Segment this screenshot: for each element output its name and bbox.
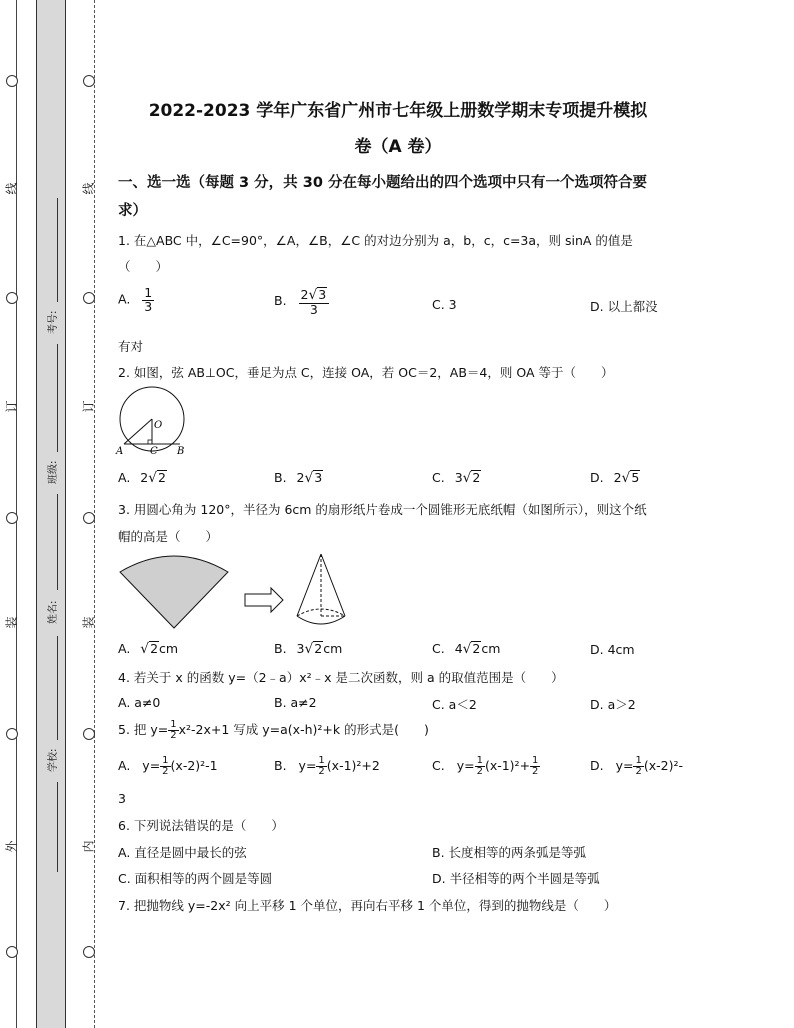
field-label-name: 姓名: — [48, 600, 59, 624]
binding-hole — [83, 728, 95, 740]
q1-option-a — [118, 287, 154, 313]
fraction — [168, 720, 178, 741]
denominator: 3 — [144, 298, 153, 314]
question-1-line2: （ ） — [118, 259, 169, 274]
margin-char-ding: 订 — [4, 400, 19, 413]
sqrt-icon: √ — [462, 470, 472, 486]
numerator: 1 — [162, 755, 169, 766]
question-3-line2: 帽的高是（ ） — [118, 529, 219, 544]
radicand: 5 — [631, 470, 640, 485]
q4-option-a: A. a≠0 — [118, 695, 161, 710]
denominator: 2 — [476, 766, 483, 777]
radicand: 3 — [318, 287, 327, 302]
option-label: A. — [118, 291, 131, 307]
coefficient: 3 — [296, 641, 305, 656]
q5-option-c — [432, 756, 540, 777]
field-label-school: 学校: — [48, 748, 59, 772]
fraction — [475, 756, 485, 777]
sqrt-icon: √ — [304, 470, 314, 486]
q4-option-b: B. a≠2 — [274, 695, 317, 710]
numerator: 1 — [144, 285, 153, 300]
denominator: 2 — [162, 766, 169, 777]
fraction — [160, 756, 170, 777]
q4-option-c: C. a＜2 — [432, 697, 477, 712]
option-label: B. — [274, 758, 287, 773]
q3-option-c — [432, 641, 500, 657]
denominator: 3 — [309, 301, 318, 317]
y-equals: y= — [298, 758, 317, 773]
q2-option-b — [274, 470, 323, 486]
question-1-line1: 1. 在△ABC 中，∠C=90°，∠A，∠B，∠C 的对边分别为 a，b，c，c=3a，则 sinA 的值是 — [118, 233, 633, 248]
margin-char-ding: 订 — [81, 400, 96, 413]
field-line-tail — [57, 782, 58, 872]
q6-option-a: A. 直径是圆中最长的弦 — [118, 845, 247, 860]
binding-hole — [6, 292, 18, 304]
question-5 — [118, 720, 429, 741]
q5-suffix: x²-2x+1 写成 y=a(x-h)²+k 的形式是( ) — [178, 722, 429, 737]
expression: (x-1)²+ — [484, 758, 531, 773]
coefficient: 2 — [296, 470, 305, 485]
sqrt-icon: √ — [140, 641, 150, 657]
margin-char-wai: 外 — [4, 840, 19, 853]
option-label: A. — [118, 758, 131, 773]
unit: cm — [481, 641, 501, 656]
fraction — [316, 756, 326, 777]
denominator: 2 — [635, 766, 642, 777]
fraction — [299, 287, 330, 316]
q2-option-a — [118, 470, 167, 486]
binding-hole — [6, 728, 18, 740]
sqrt-icon: √ — [148, 470, 158, 486]
option-label: C. — [432, 641, 445, 656]
margin-char-xian: 线 — [81, 182, 96, 195]
q1-option-b — [274, 287, 329, 316]
sector-cone-figure — [114, 550, 354, 636]
q5-option-b — [274, 756, 380, 777]
label-o: O — [154, 420, 163, 431]
radicand: 2 — [472, 641, 481, 656]
denominator: 2 — [170, 730, 177, 741]
radicand: 2 — [158, 470, 166, 485]
question-6: 6. 下列说法错误的是（ ） — [118, 818, 284, 833]
expression: (x-2)²-1 — [170, 758, 218, 773]
label-c: C — [150, 446, 158, 457]
question-3-line1: 3. 用圆心角为 120°，半径为 6cm 的扇形纸片卷成一个圆锥形无底纸帽（如图所示），则这个纸 — [118, 502, 647, 517]
binding-hole — [83, 512, 95, 524]
margin-char-xian: 线 — [4, 182, 19, 195]
field-line-exam-number — [57, 198, 58, 302]
radicand: 2 — [150, 641, 159, 656]
section-heading-cont: 求） — [118, 203, 147, 219]
q6-option-b: B. 长度相等的两条弧是等弧 — [432, 845, 587, 860]
margin-char-zhuang: 装 — [4, 616, 19, 629]
margin-char-zhuang: 装 — [81, 616, 96, 629]
field-line-name — [57, 494, 58, 590]
fraction — [530, 756, 540, 777]
q3-option-b — [274, 641, 342, 657]
q3-option-a — [118, 641, 178, 657]
q2-option-c — [432, 470, 481, 486]
page-title-line2: 卷（A 卷） — [354, 137, 442, 157]
option-label: C. — [432, 758, 445, 773]
option-label: A. — [118, 641, 131, 656]
q1-option-d-cont: 有对 — [118, 339, 144, 354]
q1-option-d: D. 以上都没 — [590, 299, 658, 314]
label-b: B — [177, 446, 185, 457]
binding-hole — [6, 75, 18, 87]
coefficient: 3 — [454, 470, 463, 485]
expression: (x-1)²+2 — [326, 758, 380, 773]
y-equals: y= — [456, 758, 475, 773]
unit: cm — [323, 641, 343, 656]
q4-option-d: D. a＞2 — [590, 697, 636, 712]
q6-option-c: C. 面积相等的两个圆是等圆 — [118, 871, 273, 886]
option-label: B. — [274, 641, 287, 656]
option-label: C. — [432, 470, 445, 485]
q5-option-a — [118, 756, 218, 777]
section-heading: 一、选一选（每题 3 分，共 30 分在每小题给出的四个选项中只有一个选项符合要 — [118, 175, 647, 191]
q5-option-d-cont: 3 — [118, 791, 126, 806]
coefficient: 2 — [300, 287, 309, 302]
field-label-class: 班级: — [48, 460, 59, 484]
numerator: 1 — [318, 755, 325, 766]
coefficient: 2 — [613, 470, 622, 485]
q2-option-d — [590, 470, 640, 486]
option-label: B. — [274, 293, 287, 309]
q1-option-c: C. 3 — [432, 297, 457, 312]
coefficient: 2 — [140, 470, 149, 485]
option-label: A. — [118, 470, 131, 485]
sqrt-icon: √ — [621, 470, 631, 486]
y-equals: y= — [615, 758, 634, 773]
radicand: 3 — [314, 470, 323, 485]
binding-hole — [6, 946, 18, 958]
option-label: B. — [274, 470, 287, 485]
question-7: 7. 把抛物线 y=-2x² 向上平移 1 个单位，再向右平移 1 个单位，得到的抛物线是（ ） — [118, 898, 617, 913]
sqrt-icon: √ — [308, 287, 318, 303]
q5-option-d — [590, 756, 683, 777]
y-equals: y= — [142, 758, 161, 773]
q6-option-d: D. 半径相等的两个半圆是等弧 — [432, 871, 600, 886]
binding-hole — [83, 75, 95, 87]
coefficient: 4 — [454, 641, 463, 656]
radicand: 2 — [314, 641, 323, 656]
numerator: 1 — [635, 755, 642, 766]
numerator: 1 — [532, 755, 539, 766]
option-label: D. — [590, 470, 604, 485]
expression: (x-2)²- — [643, 758, 683, 773]
denominator: 2 — [318, 766, 325, 777]
binding-hole — [6, 512, 18, 524]
fraction — [633, 756, 643, 777]
sqrt-icon: √ — [304, 641, 314, 657]
field-line-school — [57, 636, 58, 740]
denominator: 2 — [532, 766, 539, 777]
numerator: 1 — [170, 719, 177, 730]
question-2: 2. 如图，弦 AB⊥OC，垂足为点 C，连接 OA，若 OC＝2，AB＝4，则 OA 等于（ ） — [118, 365, 614, 380]
q5-prefix: 5. 把 y= — [118, 722, 169, 737]
fraction — [142, 287, 154, 313]
label-a: A — [116, 446, 124, 457]
margin-char-nei: 内 — [81, 840, 96, 853]
radicand: 2 — [472, 470, 481, 485]
page-title-line1: 2022-2023 学年广东省广州市七年级上册数学期末专项提升模拟 — [148, 101, 648, 121]
field-label-exam-number: 考号: — [48, 310, 59, 334]
q3-option-d: D. 4cm — [590, 642, 635, 657]
option-label: D. — [590, 758, 604, 773]
margin-gray-band — [36, 0, 66, 1028]
sqrt-icon: √ — [462, 641, 472, 657]
numerator: 1 — [476, 755, 483, 766]
binding-hole — [83, 292, 95, 304]
binding-hole — [83, 946, 95, 958]
question-4: 4. 若关于 x 的函数 y=（2﹣a）x²﹣x 是二次函数，则 a 的取值范围是（ ） — [118, 670, 564, 685]
circle-chord-figure — [114, 386, 190, 458]
unit: cm — [159, 641, 179, 656]
field-line-class — [57, 344, 58, 452]
